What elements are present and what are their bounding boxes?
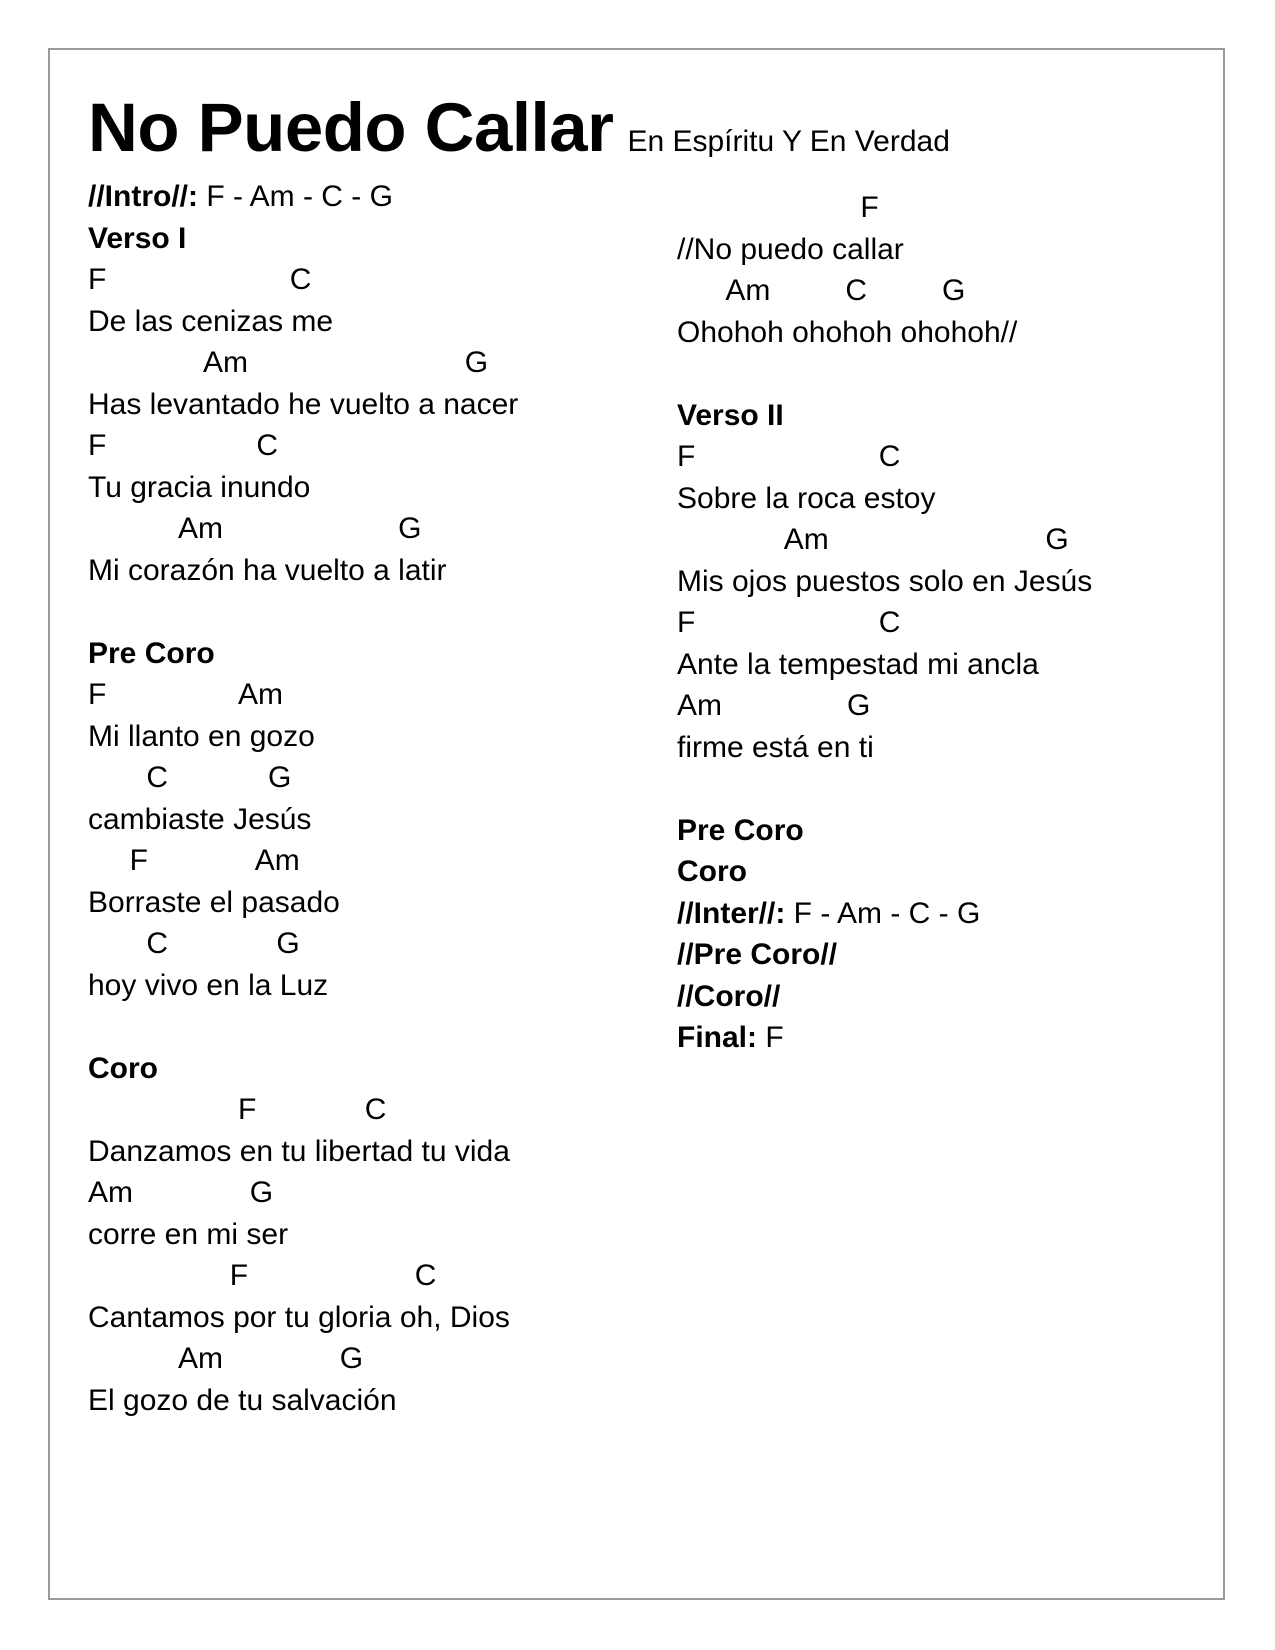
chord-line	[88, 840, 518, 882]
section-label: Pre Coro	[677, 813, 804, 847]
right-column	[677, 187, 1092, 1059]
line-text: firme está en ti	[677, 730, 874, 764]
section-label: Coro	[677, 855, 747, 888]
chord-line	[88, 674, 518, 716]
line-text: Mi corazón ha vuelto a latir	[88, 553, 447, 587]
section-heading	[677, 851, 1092, 893]
line-text: hoy vivo en la Luz	[88, 968, 329, 1002]
section-label: //Inter//:	[677, 896, 786, 930]
section-label: Coro	[88, 1051, 158, 1085]
blank-line	[88, 591, 518, 633]
lyric-line	[677, 644, 1092, 686]
lyric-line	[677, 727, 1092, 769]
chord-line	[88, 259, 518, 301]
chord-line	[88, 923, 518, 965]
chord-line	[88, 425, 518, 467]
section-line	[88, 176, 518, 218]
line-text: F C	[677, 606, 901, 639]
line-text: C G	[88, 761, 292, 794]
lyric-line	[88, 550, 518, 592]
chord-line	[677, 685, 1092, 727]
line-text: El gozo de tu salvación	[88, 1383, 397, 1417]
lyric-line	[88, 467, 518, 509]
line-text: Mis ojos puestos solo en Jesús	[677, 564, 1093, 598]
chord-line	[88, 1172, 518, 1214]
blank-line	[677, 353, 1092, 395]
lyric-line	[677, 561, 1092, 603]
section-label: Verso II	[677, 398, 784, 432]
line-text: F	[677, 191, 879, 224]
line-text: Am G	[88, 1176, 274, 1209]
line-text: corre en mi ser	[88, 1217, 289, 1251]
line-text: F C	[88, 1093, 387, 1126]
line-text: F C	[88, 263, 312, 296]
line-text: Danzamos en tu libertad tu vida	[88, 1134, 510, 1168]
line-text: Am G	[677, 523, 1069, 556]
lyric-line	[88, 1380, 518, 1422]
section-label: Verso I	[88, 221, 187, 255]
chord-line	[88, 1338, 518, 1380]
section-line	[677, 1017, 1092, 1059]
lyric-line	[677, 312, 1092, 354]
line-text: Am G	[88, 512, 422, 545]
line-text: Cantamos por tu gloria oh, Dios	[88, 1300, 510, 1334]
lyric-line	[677, 229, 1092, 271]
lyric-line	[677, 478, 1092, 520]
song-title: No Puedo Callar	[88, 89, 614, 166]
line-text: F C	[677, 440, 901, 473]
song-artist: En Espíritu Y En Verdad	[627, 125, 950, 158]
line-text: De las cenizas me	[88, 304, 334, 338]
chord-line	[677, 436, 1092, 478]
section-heading	[677, 934, 1092, 976]
chord-line	[677, 602, 1092, 644]
line-text: F C	[88, 429, 279, 462]
section-heading	[88, 218, 518, 260]
chord-line	[677, 270, 1092, 312]
lyric-line	[88, 716, 518, 758]
line-text: F	[757, 1021, 784, 1054]
chord-line	[88, 757, 518, 799]
line-text: F - Am - C - G	[785, 896, 981, 930]
chord-line	[88, 1089, 518, 1131]
chord-line	[88, 508, 518, 550]
line-text: Am G	[88, 1342, 364, 1375]
line-text: Sobre la roca estoy	[677, 481, 936, 515]
line-text: Am G	[88, 346, 489, 379]
lyric-line	[88, 965, 518, 1007]
line-text: F Am	[88, 678, 284, 711]
lyric-line	[88, 384, 518, 426]
lyric-line	[88, 1131, 518, 1173]
line-text: Borraste el pasado	[88, 885, 340, 919]
lyric-line	[88, 301, 518, 343]
line-text: Mi llanto en gozo	[88, 719, 315, 753]
blank-line	[88, 1006, 518, 1048]
section-line	[677, 893, 1092, 935]
chord-line	[677, 187, 1092, 229]
line-text: F - Am - C - G	[197, 180, 393, 213]
section-label: Pre Coro	[88, 636, 215, 670]
section-heading	[677, 976, 1092, 1018]
song-header	[88, 88, 950, 167]
section-label: //Intro//:	[88, 180, 198, 213]
chord-line	[88, 342, 518, 384]
line-text: Am G	[677, 689, 871, 722]
section-label: Final:	[677, 1021, 757, 1054]
chord-line	[677, 519, 1092, 561]
section-label: //Coro//	[677, 979, 781, 1013]
blank-line	[677, 768, 1092, 810]
line-text: F Am	[88, 844, 300, 877]
lyric-line	[88, 1297, 518, 1339]
line-text: Has levantado he vuelto a nacer	[88, 387, 519, 421]
lyric-line	[88, 799, 518, 841]
line-text: cambiaste Jesús	[88, 802, 312, 836]
line-text: C G	[88, 927, 300, 960]
line-text: //No puedo callar	[677, 232, 904, 266]
line-text: Tu gracia inundo	[88, 470, 311, 504]
section-label: //Pre Coro//	[677, 938, 838, 971]
section-heading	[88, 1048, 518, 1090]
section-heading	[677, 810, 1092, 852]
section-heading	[677, 395, 1092, 437]
line-text: F C	[88, 1259, 437, 1292]
left-column	[88, 176, 518, 1421]
line-text: Ohohoh ohohoh ohohoh//	[677, 315, 1018, 349]
lyric-line	[88, 882, 518, 924]
line-text: Am C G	[677, 274, 966, 307]
chord-line	[88, 1255, 518, 1297]
section-heading	[88, 633, 518, 675]
line-text: Ante la tempestad mi ancla	[677, 647, 1039, 681]
lyric-line	[88, 1214, 518, 1256]
